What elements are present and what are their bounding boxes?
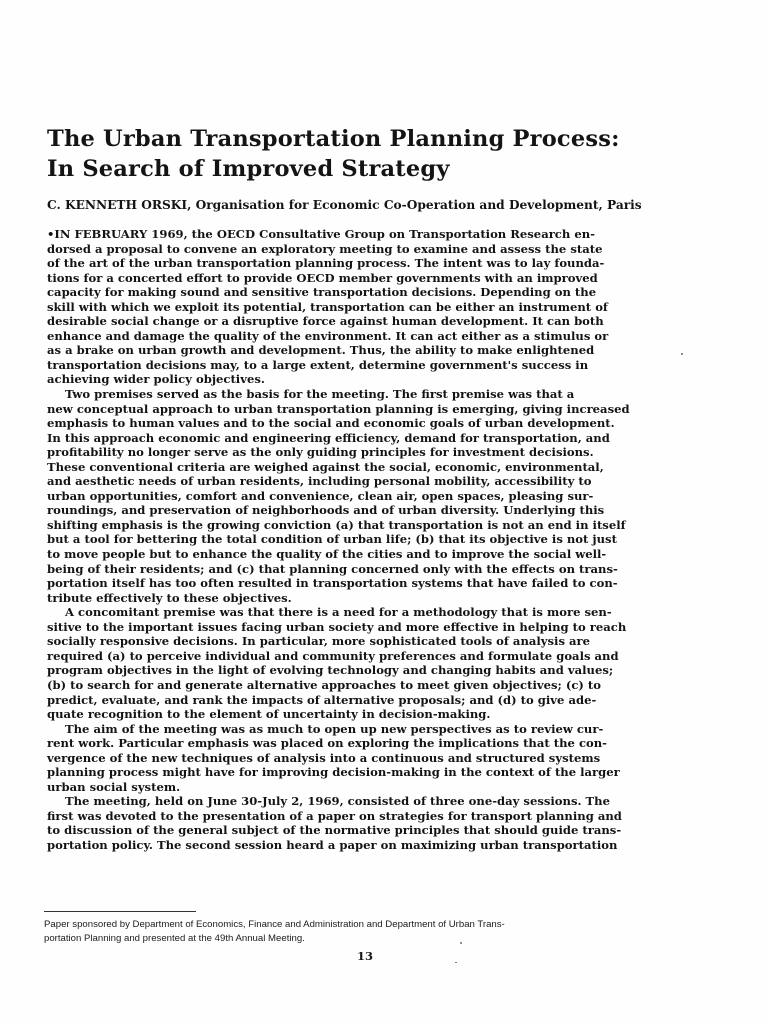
body-line: (b) to search for and generate alternative approaches to meet given objectives; (c) to: [47, 677, 601, 692]
body-line: and aesthetic needs of urban residents, including personal mobility, accessibility to: [47, 474, 592, 489]
paper-title-line-1: The Urban Transportation Planning Process:: [47, 126, 620, 152]
body-line: transportation decisions may, to a large extent, determine government's success in: [47, 357, 589, 372]
body-line: profitability no longer serve as the only guiding principles for investment decisions.: [47, 445, 594, 460]
body-line: Two premises served as the basis for the meeting. The first premise was that a: [65, 387, 575, 402]
body-line: as a brake on urban growth and development. Thus, the ability to make enlightened: [47, 343, 595, 358]
footnote: [44, 918, 734, 945]
body-line: sitive to the important issues facing urban society and more effective in helping to reach: [47, 619, 627, 634]
body-line: emphasis to human values and to the social and economic goals of urban development.: [47, 416, 615, 431]
footnote-line: portation Planning and presented at the 49th Annual Meeting.: [44, 932, 305, 944]
body-line: urban social system.: [47, 779, 181, 794]
body-line: rent work. Particular emphasis was placed on exploring the implications that the con-: [47, 736, 607, 751]
footnote-divider: [44, 911, 196, 912]
body-line: The aim of the meeting was as much to open up new perspectives as to review cur-: [65, 721, 604, 736]
body-line: but a tool for bettering the total condition of urban life; (b) that its objective is not just: [47, 532, 617, 547]
body-line: portation policy. The second session heard a paper on maximizing urban transportation: [47, 837, 618, 852]
article-body: [47, 227, 727, 853]
footnote-line: Paper sponsored by Department of Economics, Finance and Administration and Department of Urban Trans-: [44, 919, 505, 930]
body-line: roundings, and preservation of neighborhoods and of urban diversity. Underlying this: [47, 503, 605, 518]
body-line: vergence of the new techniques of analysis into a continuous and structured systems: [47, 750, 601, 765]
body-line: The meeting, held on June 30-July 2, 1969, consisted of three one-day sessions. The: [65, 794, 610, 809]
body-line: •IN FEBRUARY 1969, the OECD Consultative Group on Transportation Research en-: [47, 227, 595, 241]
body-line: desirable social change or a disruptive force against human development. It can both: [47, 314, 604, 329]
body-line: These conventional criteria are weighed against the social, economic, environmental,: [47, 459, 604, 474]
body-line: planning process might have for improving decision-making in the context of the larger: [47, 765, 620, 780]
body-line: urban opportunities, comfort and convenience, clean air, open spaces, pleasing sur-: [47, 488, 594, 503]
body-line: to move people but to enhance the quality of the cities and to improve the social well-: [47, 547, 607, 562]
body-line: tions for a concerted effort to provide OECD member governments with an improved: [47, 270, 598, 285]
body-line: portation itself has too often resulted in transportation systems that have failed to con-: [47, 576, 618, 591]
body-line: of the art of the urban transportation planning process. The intent was to lay founda-: [47, 256, 605, 271]
author-byline: C. KENNETH ORSKI, Organisation for Economic Co-Operation and Development, Paris: [47, 198, 642, 212]
paper-title: [47, 124, 727, 184]
body-line: required (a) to perceive individual and community preferences and formulate goals and: [47, 648, 619, 663]
body-line: quate recognition to the element of uncertainty in decision-making.: [47, 707, 491, 722]
body-line: program objectives in the light of evolving technology and changing habits and values;: [47, 663, 614, 678]
body-line: enhance and damage the quality of the environment. It can act either as a stimulus or: [47, 328, 609, 343]
body-line: being of their residents; and (c) that planning concerned only with the effects on trans-: [47, 561, 618, 576]
paper-title-line-2: In Search of Improved Strategy: [47, 156, 450, 182]
body-line: In this approach economic and engineering efficiency, demand for transportation, and: [47, 430, 610, 445]
body-line: predict, evaluate, and rank the impacts of alternative proposals; and (d) to give ade-: [47, 692, 597, 707]
body-line: dorsed a proposal to convene an exploratory meeting to examine and assess the state: [47, 241, 603, 256]
body-line: achieving wider policy objectives.: [47, 372, 265, 387]
body-line: new conceptual approach to urban transportation planning is emerging, giving increased: [47, 401, 630, 416]
body-line: to discussion of the general subject of the normative principles that should guide trans-: [47, 823, 622, 838]
body-line: shifting emphasis is the growing conviction (a) that transportation is not an end in itself: [47, 517, 626, 532]
scan-speck: [460, 942, 462, 944]
page-number: 13: [356, 949, 373, 963]
body-line: tribute effectively to these objectives.: [47, 590, 292, 605]
body-line: skill with which we exploit its potential, transportation can be either an instrument of: [47, 299, 608, 314]
body-line: first was devoted to the presentation of a paper on strategies for transport planning and: [47, 808, 622, 823]
body-line: A concomitant premise was that there is a need for a methodology that is more sen-: [65, 605, 612, 620]
scan-speck: [455, 962, 457, 963]
scan-speck: [681, 353, 683, 355]
body-line: socially responsive decisions. In particular, more sophisticated tools of analysis are: [47, 634, 591, 649]
body-line: capacity for making sound and sensitive transportation decisions. Depending on the: [47, 285, 597, 300]
